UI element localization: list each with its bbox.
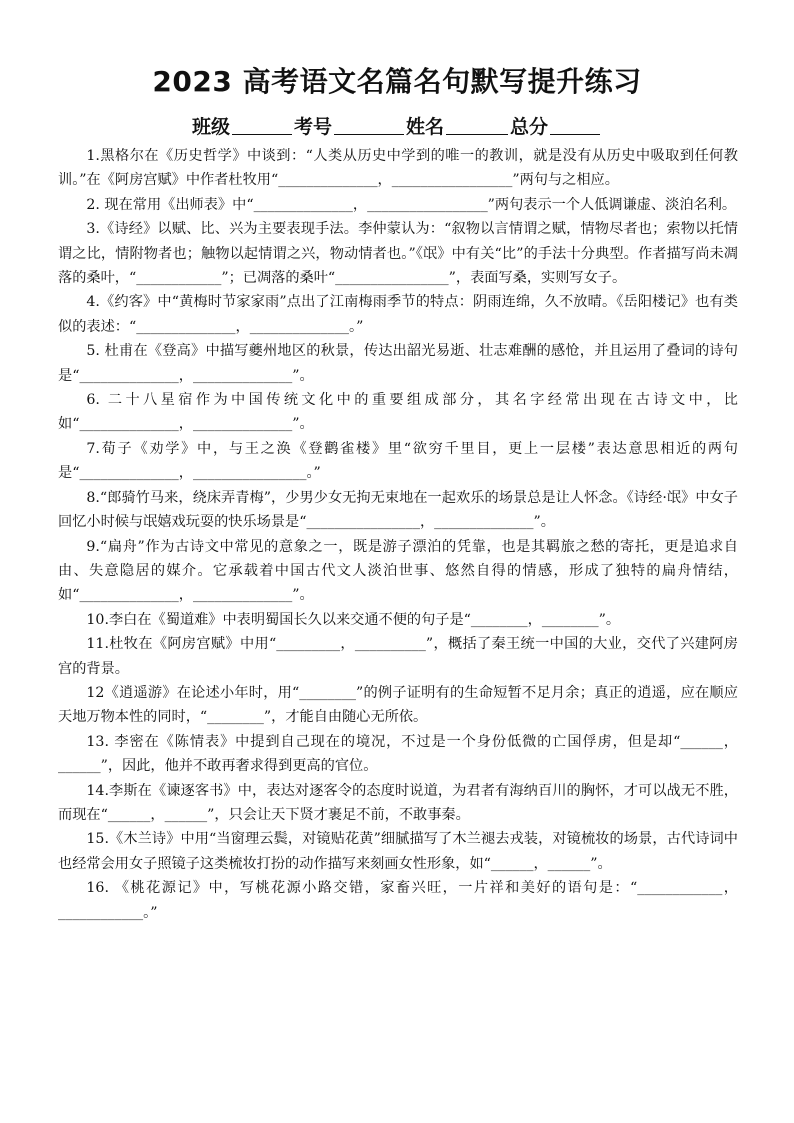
question-item: 6. 二十八星宿作为中国传统文化中的重要组成部分，其名字经常出现在古诗文中，比如“______________，______________”。 [58, 392, 738, 433]
question-item: 10.李白在《蜀道难》中表明蜀国长久以来交通不便的句子是“________，________”。 [86, 611, 621, 628]
question-item: 8.“郎骑竹马来，绕床弄青梅”，少男少女无拘无束地在一起欢乐的场景总是让人怀念。《诗经·氓》中女子回忆小时候与氓嬉戏玩耍的快乐场景是“________________，______________”。 [58, 489, 738, 531]
question-item: 12《逍遥游》在论述小年时，用“________”的例子证明有的生命短暂不足月余；真正的逍遥，应在顺应天地万物本性的同时，“________”，才能自由随心无所依。 [58, 684, 738, 726]
question-item: 11.杜牧在《阿房宫赋》中用“_________，__________”，概括了秦王统一中国的大业，交代了兴建阿房宫的背景。 [58, 636, 738, 677]
question-item: 15.《木兰诗》中用“当窗理云鬓，对镜贴花黄”细腻描写了木兰褪去戎装，对镜梳妆的场景，古代诗词中也经常会用女子照镜子这类梳妆打扮的动作描写来刻画女性形象，如“______，______”。 [58, 831, 738, 872]
class-label: 班级 [191, 116, 230, 138]
exam-number-label: 考号 [293, 116, 332, 138]
score-label: 总分 [510, 116, 549, 138]
question-item: 5. 杜甫在《登高》中描写夔州地区的秋景，传达出韶光易逝、壮志难酬的感怆，并且运用了叠词的诗句是“______________，______________”。 [58, 343, 738, 384]
question-item: 7.荀子《劝学》中，与王之涣《登鹳雀楼》里“欲穷千里目，更上一层楼”表达意思相近的两句是“______________，________________。” [58, 440, 738, 482]
student-info-line [0, 112, 794, 139]
exam-number-blank[interactable] [334, 115, 404, 135]
question-item: 1.黑格尔在《历史哲学》中谈到：“人类从历史中学到的唯一的教训，就是没有从历史中吸取到任何教训。”在《阿房宫赋》中作者杜牧用“______________，_________________”两句与之相应。 [58, 148, 738, 189]
question-item: 9.“扁舟”作为古诗文中常见的意象之一，既是游子漂泊的凭靠，也是其羁旅之愁的寄托，更是追求自由、失意隐居的媒介。它承载着中国古代文人淡泊世事、悠然自得的情感，形成了独特的扁舟情结，如“______________，______________”。 [58, 538, 738, 604]
question-item: 13. 李密在《陈情表》中提到自己现在的境况，不过是一个身份低微的亡国俘虏，但是却“______，______”，因此，他并不敢再奢求得到更高的官位。 [58, 733, 738, 775]
question-item: 16. 《桃花源记》中，写桃花源小路交错，家畜兴旺，一片祥和美好的语句是：“____________，____________。” [58, 880, 738, 921]
name-label: 姓名 [406, 116, 445, 138]
question-item: 2. 现在常用《出师表》中“______________，_________________”两句表示一个人低调谦虚、淡泊名利。 [86, 196, 737, 213]
name-blank[interactable] [446, 115, 508, 135]
score-blank[interactable] [550, 115, 600, 135]
question-list [58, 144, 738, 925]
class-blank[interactable] [232, 115, 292, 135]
question-item: 14.李斯在《谏逐客书》中，表达对逐客令的态度时说道，为君者有海纳百川的胸怀，才可以战无不胜，而现在“______，______”，只会让天下贤才裹足不前，不敢事秦。 [58, 782, 738, 823]
page-title: 2023 高考语文名篇名句默写提升练习 [152, 65, 642, 98]
question-item: 3.《诗经》以赋、比、兴为主要表现手法。李仲蒙认为：“叙物以言情谓之赋，情物尽者也；索物以托情谓之比，情附物者也；触物以起情谓之兴，物动情者也。”《氓》中有关“比”的手法十分典型。作者描写尚未凋落的桑叶，“____________”；已凋落的桑叶“________________”，表面写桑，实则写女子。 [58, 221, 738, 287]
question-item: 4.《约客》中“黄梅时节家家雨”点出了江南梅雨季节的特点：阴雨连绵，久不放晴。《岳阳楼记》也有类似的表述：“______________，______________。” [58, 294, 738, 335]
